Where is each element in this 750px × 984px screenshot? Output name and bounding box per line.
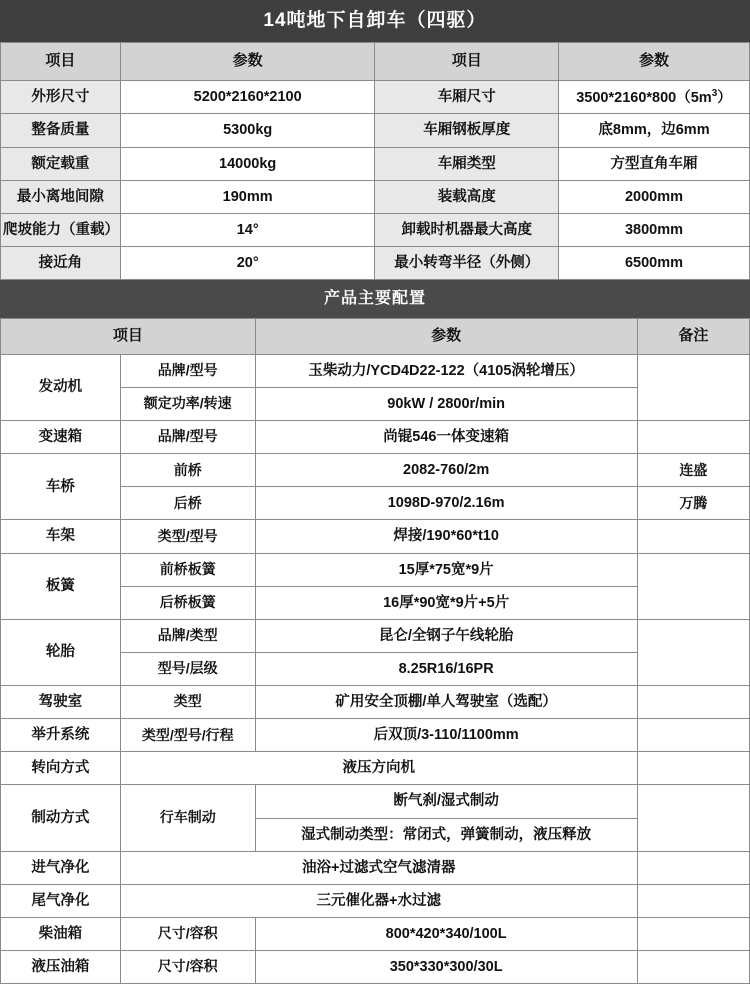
config-item: 举升系统 — [1, 719, 121, 752]
config-note — [637, 619, 749, 685]
table-row — [1, 719, 750, 752]
spec-label: 车厢钢板厚度 — [375, 114, 559, 147]
table-row — [1, 520, 750, 553]
config-subitem: 型号/层级 — [120, 652, 255, 685]
config-value: 昆仑/全钢子午线轮胎 — [255, 619, 637, 652]
config-item: 车架 — [1, 520, 121, 553]
config-table-header-row — [1, 319, 750, 355]
table-row — [1, 553, 750, 586]
config-note — [637, 686, 749, 719]
config-value: 油浴+过滤式空气滤清器 — [120, 851, 637, 884]
spec-label: 整备质量 — [1, 114, 121, 147]
spec-value — [558, 80, 749, 114]
config-note — [637, 553, 749, 619]
config-note — [637, 752, 749, 785]
table-row — [1, 884, 750, 917]
table-row — [1, 917, 750, 950]
config-value: 2082-760/2m — [255, 454, 637, 487]
config-subitem: 前桥 — [120, 454, 255, 487]
config-value: 16厚*90宽*9片+5片 — [255, 586, 637, 619]
config-item: 制动方式 — [1, 785, 121, 851]
spec-header-item-left: 项目 — [1, 42, 121, 80]
spec-value: 5300kg — [120, 114, 375, 147]
spec-label: 接近角 — [1, 246, 121, 279]
spec-table — [0, 42, 750, 280]
title-table — [0, 0, 750, 42]
config-subitem: 前桥板簧 — [120, 553, 255, 586]
config-subitem: 后桥 — [120, 487, 255, 520]
spec-label: 额定载重 — [1, 147, 121, 180]
config-item: 轮胎 — [1, 619, 121, 685]
config-subitem: 行车制动 — [120, 785, 255, 851]
config-value: 90kW / 2800r/min — [255, 387, 637, 420]
config-note: 连盛 — [637, 454, 749, 487]
config-subitem: 后桥板簧 — [120, 586, 255, 619]
config-value: 15厚*75宽*9片 — [255, 553, 637, 586]
section-title-row — [1, 281, 750, 318]
config-value: 1098D-970/2.16m — [255, 487, 637, 520]
config-value: 尚锟546一体变速箱 — [255, 421, 637, 454]
config-note — [637, 354, 749, 420]
config-note — [637, 951, 749, 984]
page-title: 14吨地下自卸车（四驱） — [1, 1, 750, 42]
spec-value: 20° — [120, 246, 375, 279]
section-title-table — [0, 280, 750, 318]
config-value: 8.25R16/16PR — [255, 652, 637, 685]
title-row — [1, 1, 750, 42]
config-value: 断气刹/湿式制动 — [255, 785, 637, 818]
config-subitem: 尺寸/容积 — [120, 917, 255, 950]
spec-value: 6500mm — [558, 246, 749, 279]
spec-value: 2000mm — [558, 180, 749, 213]
table-row — [1, 951, 750, 984]
spec-label: 车厢尺寸 — [375, 80, 559, 114]
config-table — [0, 318, 750, 984]
spec-value-superscript: 3 — [711, 87, 718, 99]
spec-header-param-right: 参数 — [558, 42, 749, 80]
spec-label: 卸载时机器最大高度 — [375, 213, 559, 246]
config-item: 转向方式 — [1, 752, 121, 785]
spec-value: 5200*2160*2100 — [120, 80, 375, 114]
spec-label: 最小离地间隙 — [1, 180, 121, 213]
config-value: 焊接/190*60*t10 — [255, 520, 637, 553]
config-note — [637, 785, 749, 851]
config-subitem: 品牌/型号 — [120, 354, 255, 387]
spec-value: 方型直角车厢 — [558, 147, 749, 180]
spec-value: 190mm — [120, 180, 375, 213]
config-note — [637, 719, 749, 752]
table-row — [1, 147, 750, 180]
spec-table-header-row — [1, 42, 750, 80]
config-subitem: 类型/型号 — [120, 520, 255, 553]
config-header-item: 项目 — [1, 319, 256, 355]
spec-value: 3800mm — [558, 213, 749, 246]
config-item: 柴油箱 — [1, 917, 121, 950]
config-item: 尾气净化 — [1, 884, 121, 917]
table-row — [1, 851, 750, 884]
spec-value: 14° — [120, 213, 375, 246]
config-header-note: 备注 — [637, 319, 749, 355]
spec-label: 装载高度 — [375, 180, 559, 213]
config-value: 350*330*300/30L — [255, 951, 637, 984]
spec-label: 外形尺寸 — [1, 80, 121, 114]
table-row — [1, 213, 750, 246]
table-row — [1, 752, 750, 785]
spec-header-param-left: 参数 — [120, 42, 375, 80]
table-row — [1, 114, 750, 147]
table-row — [1, 180, 750, 213]
spec-value-tail: ） — [717, 89, 732, 106]
config-note — [637, 421, 749, 454]
config-value: 矿用安全顶棚/单人驾驶室（选配） — [255, 686, 637, 719]
config-item: 车桥 — [1, 454, 121, 520]
table-row — [1, 80, 750, 114]
config-header-param: 参数 — [255, 319, 637, 355]
config-value: 800*420*340/100L — [255, 917, 637, 950]
table-row — [1, 785, 750, 818]
config-subitem: 品牌/类型 — [120, 619, 255, 652]
config-subitem: 品牌/型号 — [120, 421, 255, 454]
config-value: 三元催化器+水过滤 — [120, 884, 637, 917]
config-item: 驾驶室 — [1, 686, 121, 719]
config-item: 板簧 — [1, 553, 121, 619]
table-row — [1, 454, 750, 487]
config-item: 变速箱 — [1, 421, 121, 454]
config-subitem: 尺寸/容积 — [120, 951, 255, 984]
section-title: 产品主要配置 — [1, 281, 750, 318]
config-value: 后双顶/3-110/1100mm — [255, 719, 637, 752]
config-value: 湿式制动类型：常闭式，弹簧制动，液压释放 — [255, 818, 637, 851]
table-row — [1, 421, 750, 454]
config-value: 玉柴动力/YCD4D22-122（4105涡轮增压） — [255, 354, 637, 387]
config-subitem: 类型/型号/行程 — [120, 719, 255, 752]
config-item: 发动机 — [1, 354, 121, 420]
config-subitem: 类型 — [120, 686, 255, 719]
config-note — [637, 884, 749, 917]
config-note — [637, 851, 749, 884]
config-note: 万腾 — [637, 487, 749, 520]
table-row — [1, 686, 750, 719]
table-row — [1, 246, 750, 279]
spec-label: 最小转弯半径（外侧） — [375, 246, 559, 279]
spec-label: 爬坡能力（重载） — [1, 213, 121, 246]
config-subitem: 额定功率/转速 — [120, 387, 255, 420]
spec-header-item-right: 项目 — [375, 42, 559, 80]
table-row — [1, 354, 750, 387]
spec-value: 14000kg — [120, 147, 375, 180]
table-row — [1, 619, 750, 652]
spec-label: 车厢类型 — [375, 147, 559, 180]
config-note — [637, 917, 749, 950]
config-item: 进气净化 — [1, 851, 121, 884]
config-value: 液压方向机 — [120, 752, 637, 785]
spec-value: 底8mm，边6mm — [558, 114, 749, 147]
config-item: 液压油箱 — [1, 951, 121, 984]
spec-value-text: 3500*2160*800（5m — [576, 89, 712, 106]
config-note — [637, 520, 749, 553]
